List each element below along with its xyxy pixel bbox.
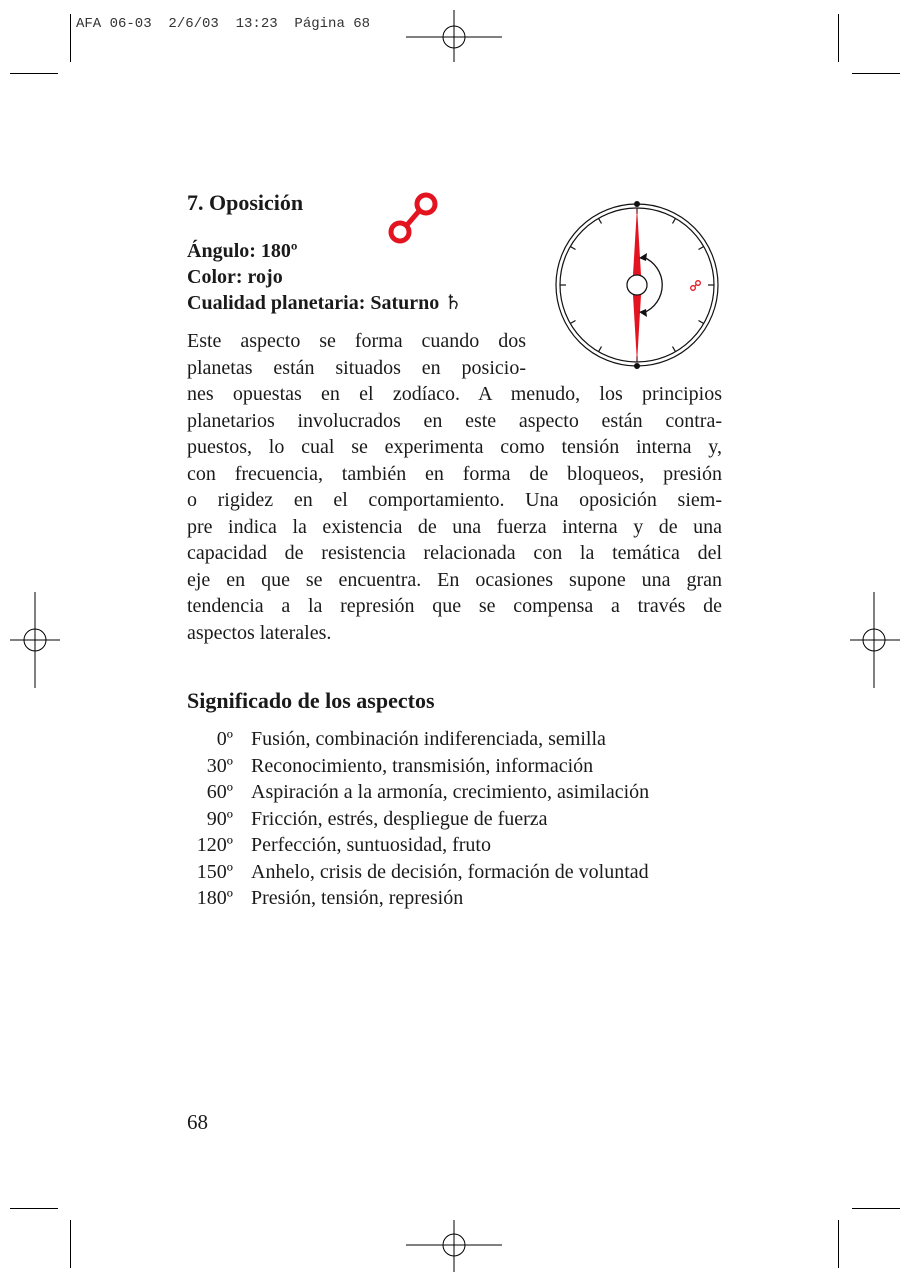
planet-property: Cualidad planetaria: Saturno ♄ [187,292,463,314]
paragraph-line: con frecuencia, también en forma de bloqueos, presión [187,462,722,485]
degree-tick [698,321,703,324]
aspect-meaning: Reconocimiento, transmisión, información [251,754,594,777]
aspect-meaning: Fricción, estrés, despliegue de fuerza [251,807,548,830]
paragraph-line: planetarios involucrados en este aspecto están contra- [187,409,722,432]
aspect-angle: 150º [196,860,233,883]
section-heading: 7. Oposición [187,190,304,215]
degree-tick [673,346,676,351]
degree-tick [570,247,575,250]
degree-tick [570,321,575,324]
aspect-meaning: Aspiración a la armonía, crecimiento, asimilación [251,781,650,803]
color-property: Color: rojo [187,266,283,288]
aspect-angle: 60º [206,781,233,803]
degree-tick [599,218,602,223]
aspect-row [187,887,464,910]
aspect-row [187,807,548,831]
print-slug: AFA 06-03 2/6/03 13:23 Página 68 [76,16,371,32]
aspect-angle: 0º [216,728,233,750]
paragraph-line: eje en que se encuentra. En ocasiones supone una gran [187,568,722,591]
paragraph-line: nes opuestas en el zodíaco. A menudo, los principios [187,383,722,405]
subsection-heading: Significado de los aspectos [187,688,435,713]
paragraph-line: Este aspecto se forma cuando dos [187,330,526,352]
aspect-angle: 30º [206,754,233,777]
aspect-row [187,860,649,884]
aspect-row [187,781,650,804]
aspect-properties [187,238,462,316]
aspect-angle: 120º [196,834,233,856]
paragraph-line: aspectos laterales. [187,621,332,644]
aspect-meaning: Anhelo, crisis de decisión, formación de voluntad [251,860,649,883]
paragraph-line: tendencia a la represión que se compensa a través de [187,595,722,617]
paragraph-line: pre indica la existencia de una fuerza interna y de una [187,515,722,538]
aspect-angle: 90º [206,807,233,830]
aspect-meaning: Perfección, suntuosidad, fruto [251,834,491,856]
paragraph-line: capacidad de resistencia relacionada con la temática del [187,542,722,564]
degree-tick [599,346,602,351]
aspect-angle: 180º [196,887,233,909]
aspect-meaning: Presión, tensión, represión [251,887,464,909]
paragraph-line: o rigidez en el comportamiento. Una oposición siem- [187,489,722,511]
angle-property: Ángulo: 180º [187,240,298,262]
aspect-row [187,754,594,778]
aspect-row [187,728,606,751]
opposition-diagram [547,195,727,375]
paragraph-line: planetas están situados en posicio- [187,356,526,379]
page-number: 68 [187,1110,208,1134]
paragraph-line: puestos, lo cual se experimenta como tensión interna y, [187,436,722,458]
aspect-row [187,834,491,857]
aspect-meaning: Fusión, combinación indiferenciada, semilla [251,728,606,750]
degree-tick [673,218,676,223]
degree-tick [698,247,703,250]
